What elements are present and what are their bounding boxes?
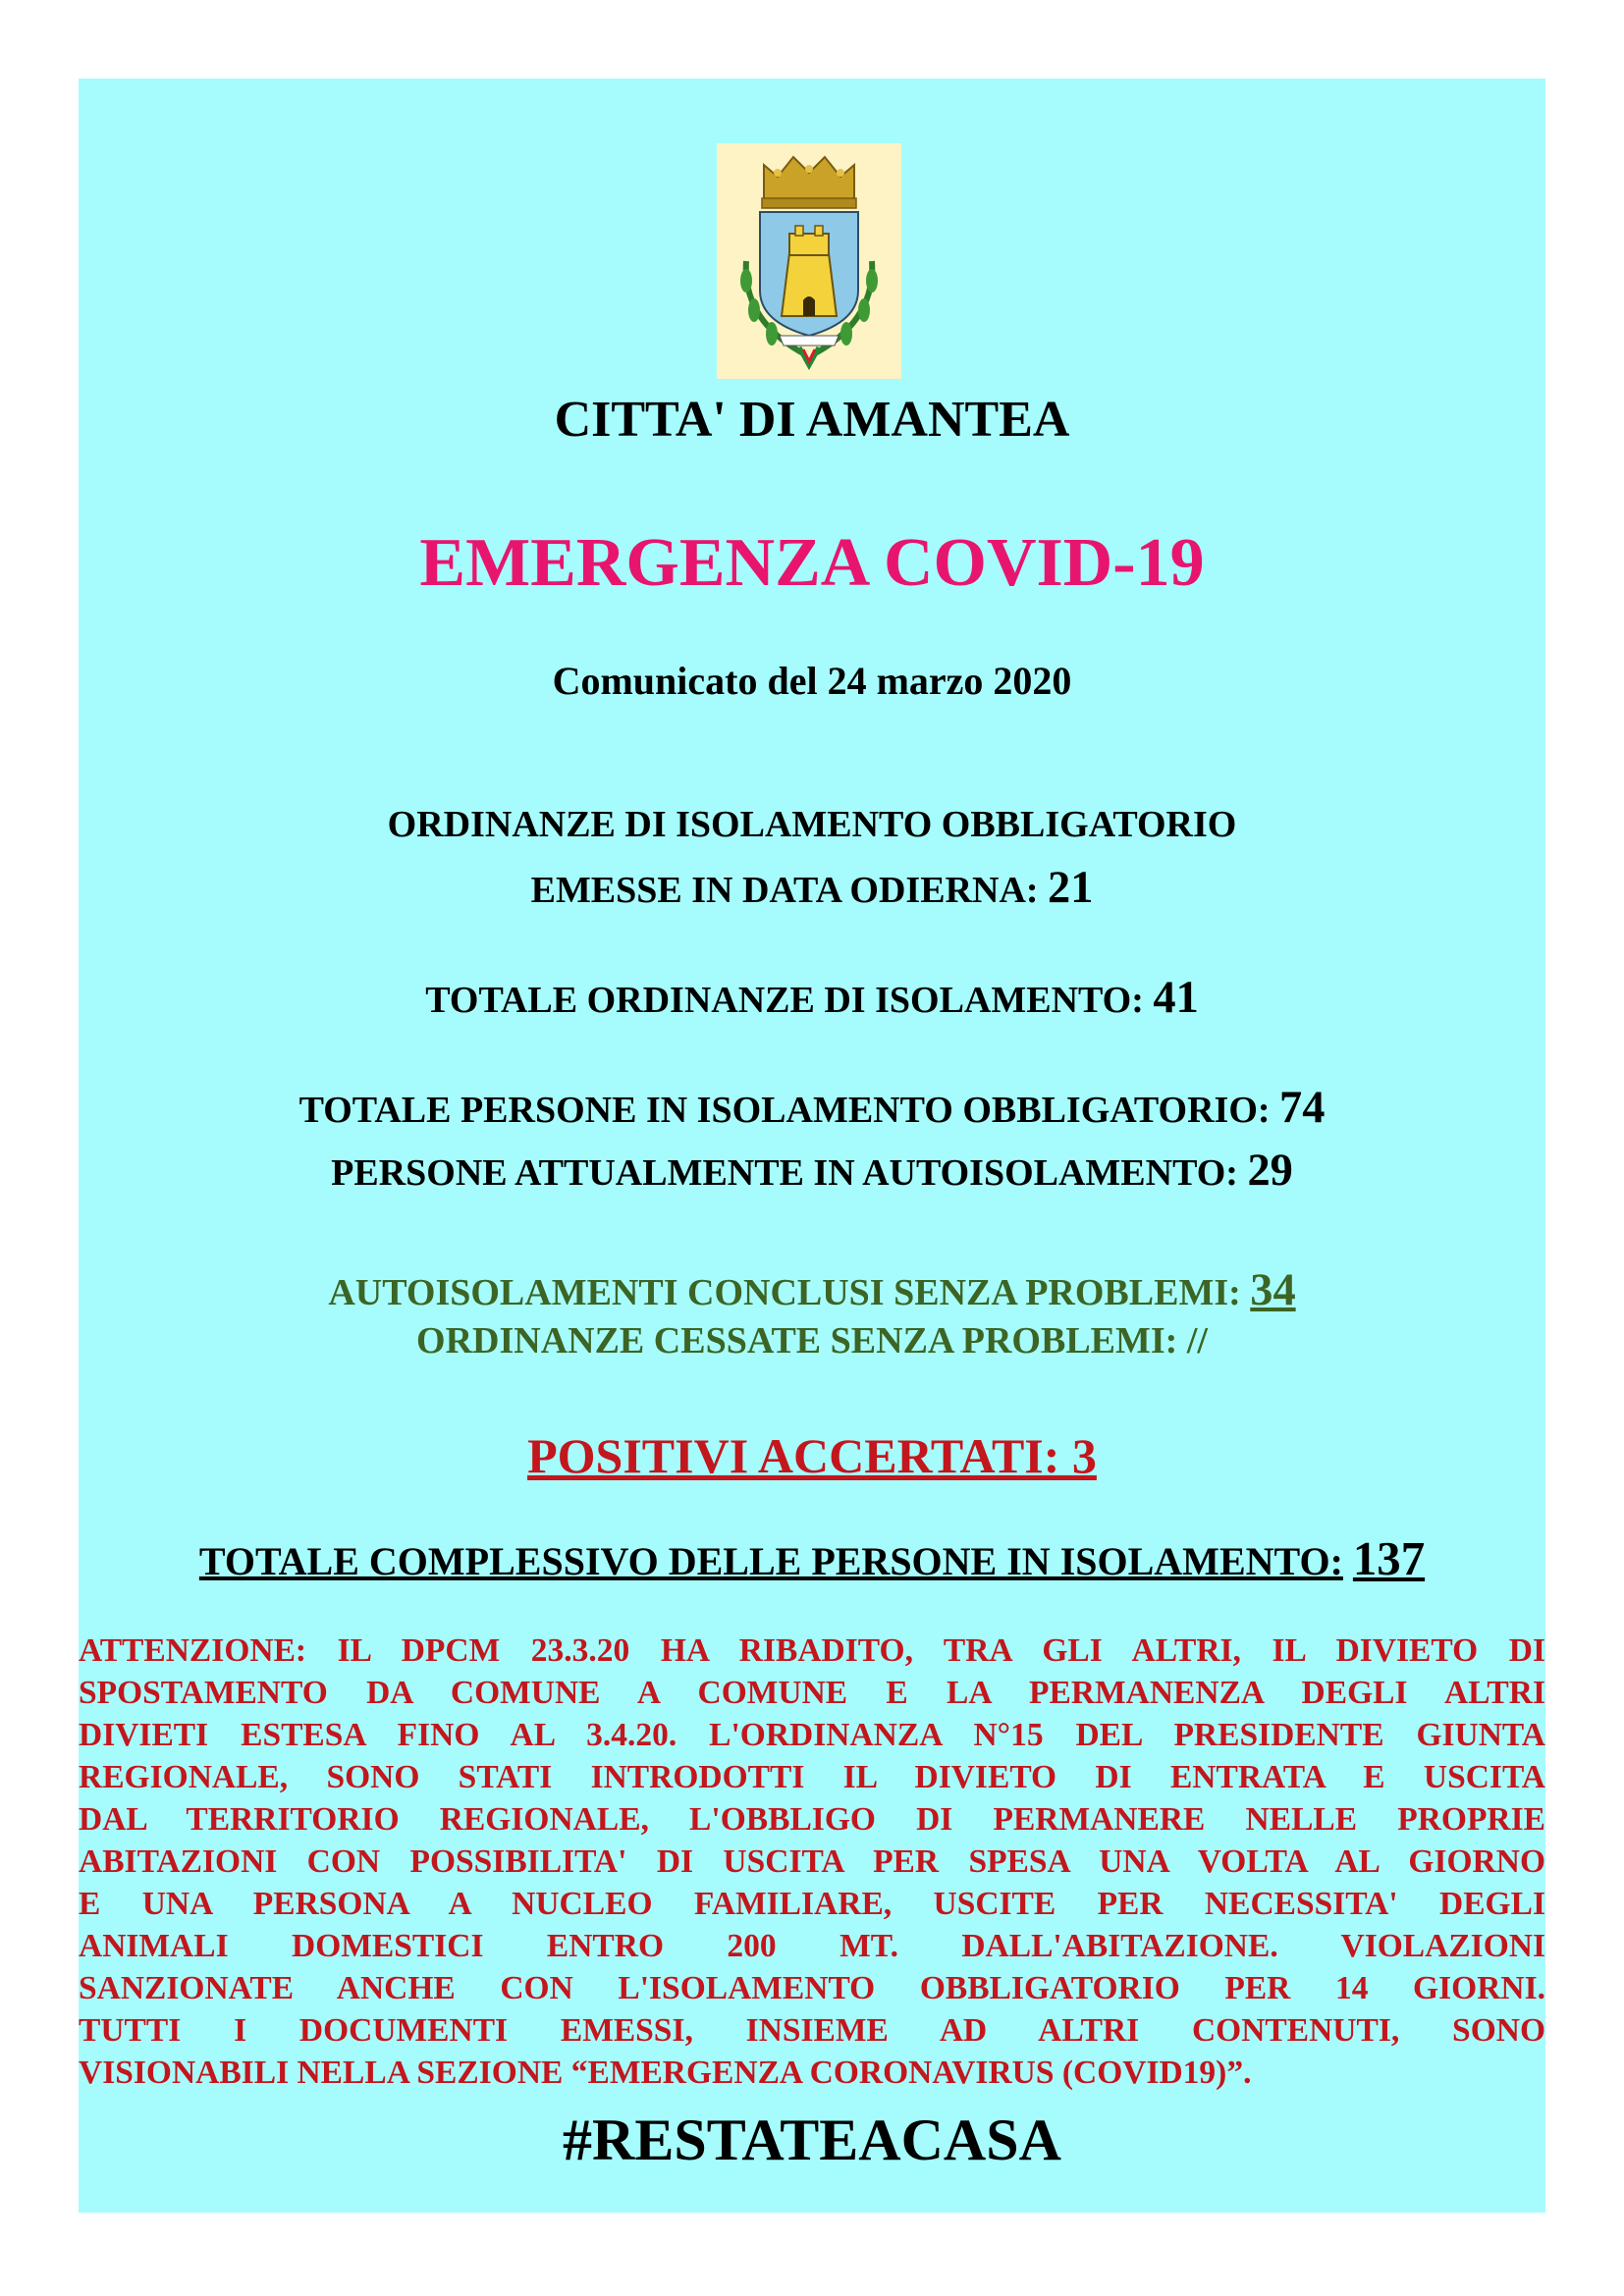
totale-ordinanze-row: [79, 972, 1545, 1024]
totale-ordinanze-value: 41: [1153, 973, 1199, 1023]
city-coat-of-arms-icon: [717, 143, 901, 379]
warning-line: ABITAZIONI CON POSSIBILITA' DI USCITA PER SPESA UNA VOLTA AL GIORNO: [79, 1843, 1545, 1880]
conclusi-value: 34: [1250, 1265, 1296, 1315]
warning-line: DAL TERRITORIO REGIONALE, L'OBBLIGO DI PERMANERE NELLE PROPRIE: [79, 1801, 1545, 1838]
warning-line: ATTENZIONE: IL DPCM 23.3.20 HA RIBADITO, TRA GLI ALTRI, IL DIVIETO DI: [79, 1632, 1545, 1669]
ordinanze-line1: ORDINANZE DI ISOLAMENTO OBBLIGATORIO: [387, 804, 1237, 845]
warning-line: SANZIONATE ANCHE CON L'ISOLAMENTO OBBLIGATORIO PER 14 GIORNI.: [79, 1970, 1545, 2006]
warning-line: TUTTI I DOCUMENTI EMESSI, INSIEME AD ALTRI CONTENUTI, SONO: [79, 2012, 1545, 2049]
totale-persone-row: [79, 1082, 1545, 1134]
warning-line: E UNA PERSONA A NUCLEO FAMILIARE, USCITE PER NECESSITA' DEGLI: [79, 1886, 1545, 1922]
ordinanze-today-value: 21: [1048, 863, 1094, 913]
communique-date: Comunicato del 24 marzo 2020: [552, 659, 1072, 703]
page-title: EMERGENZA COVID-19: [419, 525, 1205, 601]
autoisolamento-row: [79, 1145, 1545, 1197]
totale-persone-value: 74: [1279, 1083, 1326, 1133]
conclusi-label: AUTOISOLAMENTI CONCLUSI SENZA PROBLEMI:: [328, 1272, 1241, 1313]
ordinanze-today-row: [79, 862, 1545, 914]
cessate-label: ORDINANZE CESSATE SENZA PROBLEMI:: [416, 1320, 1178, 1362]
totale-complessivo-label: TOTALE COMPLESSIVO DELLE PERSONE IN ISOLAMENTO:: [198, 1539, 1343, 1583]
positivi-accertati: POSITIVI ACCERTATI: 3: [527, 1428, 1097, 1483]
cessate-value: //: [1186, 1320, 1208, 1362]
conclusi-row: [79, 1264, 1545, 1316]
hashtag: #RESTATEACASA: [563, 2108, 1061, 2172]
autoisolamento-label: PERSONE ATTUALMENTE IN AUTOISOLAMENTO:: [331, 1152, 1238, 1194]
warning-line: DIVIETI ESTESA FINO AL 3.4.20. L'ORDINANZA N°15 DEL PRESIDENTE GIUNTA: [79, 1717, 1545, 1753]
ordinanze-today-label: EMESSE IN DATA ODIERNA:: [530, 870, 1039, 911]
warning-line: SPOSTAMENTO DA COMUNE A COMUNE E LA PERMANENZA DEGLI ALTRI: [79, 1675, 1545, 1711]
totale-complessivo-value: 137: [1352, 1532, 1426, 1585]
totale-complessivo-row: [79, 1531, 1545, 1586]
totale-ordinanze-label: TOTALE ORDINANZE DI ISOLAMENTO:: [425, 980, 1144, 1021]
cessate-row: [79, 1319, 1545, 1362]
autoisolamento-value: 29: [1247, 1146, 1293, 1196]
city-name: CITTA' DI AMANTEA: [554, 392, 1070, 448]
warning-line: REGIONALE, SONO STATI INTRODOTTI IL DIVIETO DI ENTRATA E USCITA: [79, 1759, 1545, 1795]
totale-persone-label: TOTALE PERSONE IN ISOLAMENTO OBBLIGATORIO:: [298, 1090, 1271, 1131]
warning-line: ANIMALI DOMESTICI ENTRO 200 MT. DALL'ABITAZIONE. VIOLAZIONI: [79, 1928, 1545, 1964]
warning-line: VISIONABILI NELLA SEZIONE “EMERGENZA CORONAVIRUS (COVID19)”.: [79, 2055, 1252, 2091]
warning-notice: [79, 1629, 1545, 2094]
notice-panel: [79, 79, 1545, 2213]
